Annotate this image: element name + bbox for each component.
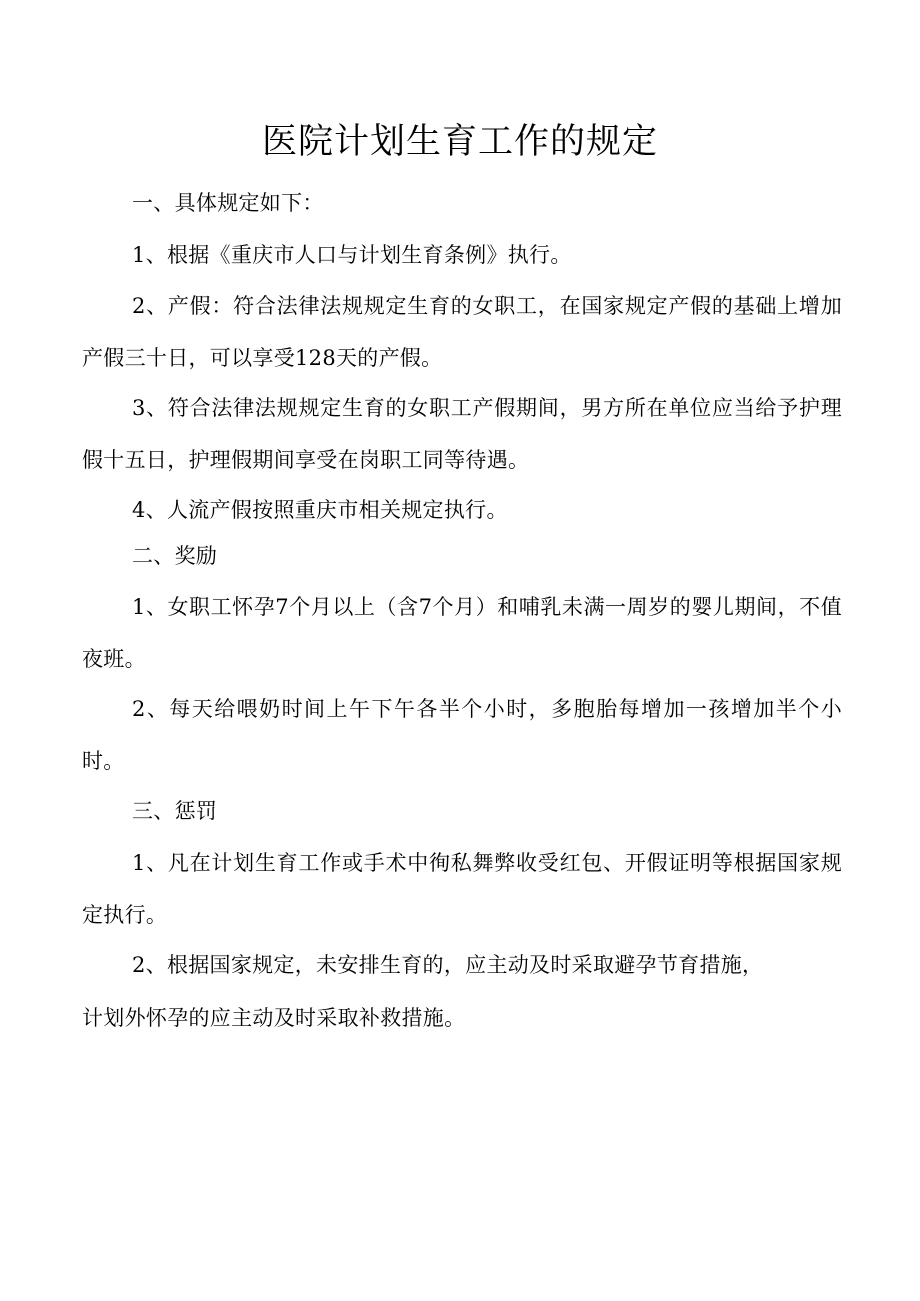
section-1-item-4: 4、人流产假按照重庆市相关规定执行。 (132, 498, 508, 522)
section-3-item-2: 2、根据国家规定，未安排生育的，应主动及时采取避孕节育措施， (132, 953, 764, 977)
section-2-item-1: 1、女职工怀孕7个月以上（含7个月）和哺乳未满一周岁的婴儿期间，不值夜班。 (82, 595, 842, 671)
section-heading-2: 二、奖励 (132, 544, 218, 568)
section-2-item-2: 2、每天给喂奶时间上午下午各半个小时，多胞胎每增加一孩增加半个小时。 (82, 697, 842, 773)
section-1-item-2: 2、产假：符合法律法规规定生育的女职工，在国家规定产假的基础上增加产假三十日，可以享受128天的产假。 (82, 294, 842, 370)
section-3-item-1: 1、凡在计划生育工作或手术中徇私舞弊收受红包、开假证明等根据国家规定执行。 (82, 851, 842, 927)
section-heading-3: 三、惩罚 (132, 799, 218, 823)
document-title: 医院计划生育工作的规定 (261, 122, 658, 162)
section-1-item-3: 3、符合法律法规规定生育的女职工产假期间，男方所在单位应当给予护理假十五日，护理假期间享受在岗职工同等待遇。 (82, 396, 842, 472)
section-heading-1: 一、具体规定如下： (132, 191, 324, 215)
section-3-item-2-continuation: 计划外怀孕的应主动及时采取补救措施。 (82, 1006, 466, 1030)
section-1-item-1: 1、根据《重庆市人口与计划生育条例》执行。 (132, 243, 572, 267)
